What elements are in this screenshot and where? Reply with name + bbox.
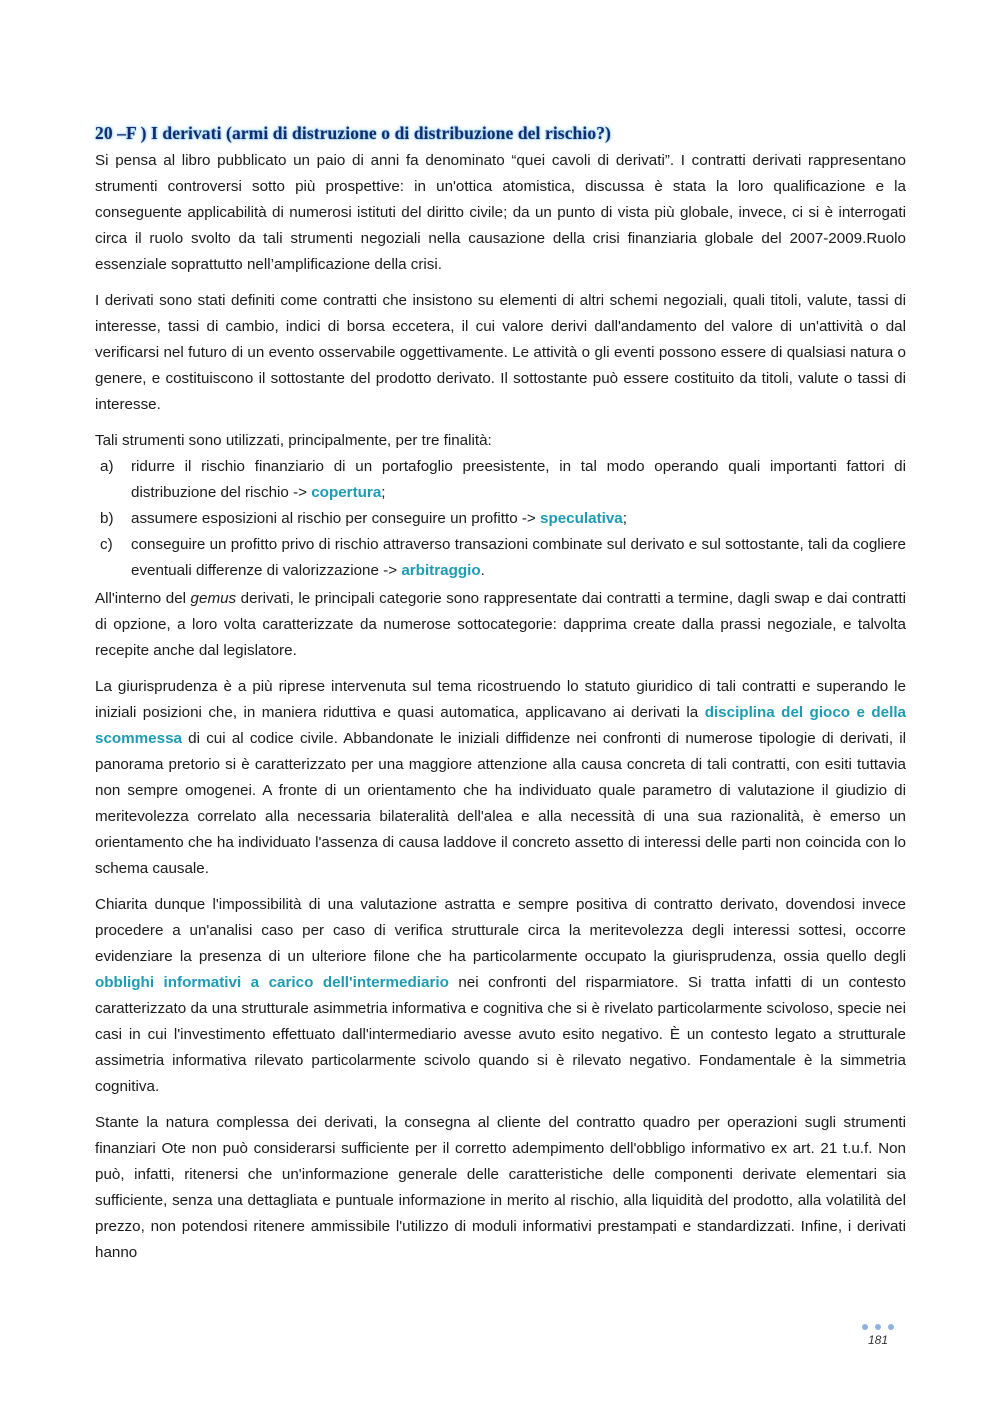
italic-term: gemus [190,590,237,607]
highlight-term: arbitraggio [401,562,481,579]
list-item-text: conseguire un profitto privo di rischio attraverso transazioni combinate sul derivato e sul sottostante, tali da cogliere eventuali differenze di valorizzazione -> [131,536,906,579]
list-item-punct: . [480,562,485,579]
document-page [95,120,906,1276]
list-item-punct: ; [381,484,386,501]
highlight-term: disciplina del gioco e della scommessa [95,704,906,747]
paragraph-3-intro: Tali strumenti sono utilizzati, principalmente, per tre finalità: [95,432,492,449]
highlight-term: obblighi informativi a carico dell'intermediario [95,974,449,991]
list-marker: c) [100,536,113,553]
text-run: Chiarita dunque l'impossibilità di una valutazione astratta e sempre positiva di contratto derivato, dovendosi invece procedere a un'analisi caso per caso di verifica strutturale circa la meritevolezza degli interessi sottesi, occorre evidenziare la presenza di un ulteriore filone che ha particolarmente occupato la giurisprudenza, ossia quello degli [95,896,906,965]
list-item-punct: ; [622,510,627,527]
list-marker: b) [100,510,114,527]
dot-icon [875,1324,881,1330]
list-marker: a) [100,458,114,475]
text-run: nei confronti del risparmiatore. Si tratta infatti di un contesto caratterizzato da una strutturale asimmetria informativa e cognitiva che si è rivelato particolarmente scivoloso, specie nei casi in cui l'investimento effettuato dall'intermediario avesse avuto esito negativo. È un contesto legato a strutturale assimetria informativa rilevato particolarmente scivolo quando si è rilevato negativo. Fondamentale è la simmetria cognitiva. [95,974,906,1095]
section-heading: 20 –F ) I derivati (armi di distruzione o di distribuzione del rischio?) [95,123,611,143]
text-run: All'interno del [95,590,191,607]
list-item [95,506,906,532]
paragraph-2: I derivati sono stati definiti come contratti che insistono su elementi di altri schemi negoziali, quali titoli, valute, tassi di interesse, tassi di cambio, indici di borsa eccetera, il cui valore derivi dall'andamento del valore di un'attività o dal verificarsi nel futuro di un evento osservabile oggettivamente. Le attività o gli eventi possono essere di qualsiasi natura o genere, e costituiscono il sottostante del prodotto derivato. Il sottostante può essere costituito da titoli, valute o tassi di interesse. [95,292,906,413]
purpose-list [95,454,906,584]
list-item-text: ridurre il rischio finanziario di un portafoglio preesistente, in tal modo operando quali importanti fattori di distribuzione del rischio -> [131,458,906,501]
footer-dots-icon [858,1322,898,1332]
paragraph-5 [95,674,906,882]
dot-icon [888,1324,894,1330]
paragraph-7: Stante la natura complessa dei derivati, la consegna al cliente del contratto quadro per operazioni sugli strumenti finanziari Ote non può considerarsi sufficiente per il corretto adempimento dell'obbligo informativo ex art. 21 t.u.f. Non può, infatti, ritenersi che un'informazione generale delle caratteristiche delle componenti derivate elementari sia sufficiente, senza una dettagliata e puntuale informazione in merito al rischio, alla liquidità del prodotto, alla volatilità del prezzo, non potendosi ritenere ammissibile l'utilizzo di moduli informativi prestampati e standardizzati. Infine, i derivati hanno [95,1114,906,1261]
dot-icon [862,1324,868,1330]
paragraph-4 [95,586,906,664]
page-footer [858,1322,898,1348]
list-item [95,532,906,584]
text-run: La giurisprudenza è a più riprese intervenuta sul tema ricostruendo lo statuto giuridico di tali contratti e superando le iniziali posizioni che, in maniera riduttiva e quasi automatica, applicavano ai derivati la [95,678,906,721]
list-item-text: assumere esposizioni al rischio per conseguire un profitto -> [131,510,541,527]
text-run: derivati, le principali categorie sono rappresentate dai contratti a termine, dagli swap e dai contratti di opzione, a loro volta caratterizzate da numerose sottocategorie: dapprima create dalla prassi negoziale, e talvolta recepite anche dal legislatore. [95,590,906,659]
highlight-term: copertura [311,484,382,501]
paragraph-6 [95,892,906,1100]
highlight-term: speculativa [540,510,623,527]
paragraph-1: Si pensa al libro pubblicato un paio di anni fa denominato “quei cavoli di derivati”. I contratti derivati rappresentano strumenti controversi sotto più prospettive: in un'ottica atomistica, discussa è stata la loro qualificazione e la conseguente applicabilità di numerosi istituti del diritto civile; da un punto di vista più globale, invece, ci si è interrogati circa il ruolo svolto da tali strumenti negoziali nella causazione della crisi finanziaria globale del 2007-2009.Ruolo essenziale soprattutto nell’amplificazione della crisi. [95,152,906,273]
text-run: di cui al codice civile. Abbandonate le iniziali diffidenze nei confronti di numerose tipologie di derivati, il panorama pretorio si è caratterizzato per una maggiore attenzione alla causa concreta di tali contratti, con esiti tuttavia non sempre omogenei. A fronte di un orientamento che ha individuato quale parametro di valutazione il giudizio di meritevolezza correlato alla necessaria bilateralità dell'alea e alla necessità di una sua razionalità, è emerso un orientamento che ha individuato l'assenza di causa laddove il concreto assetto di interessi delle parti non coincida con lo schema causale. [95,730,906,877]
list-item [95,454,906,506]
page-number: 181 [867,1333,889,1347]
